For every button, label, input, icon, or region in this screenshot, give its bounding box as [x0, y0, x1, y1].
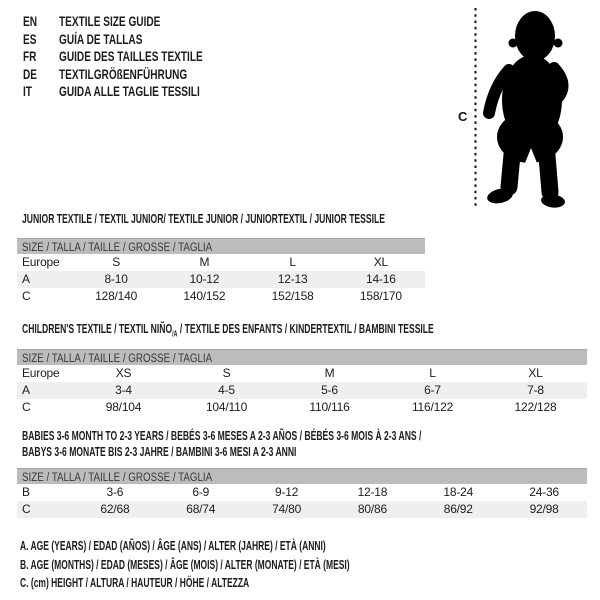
- table-row-europe: [17, 254, 425, 271]
- age-value: 9-12: [274, 485, 299, 499]
- age-value: 12-13: [277, 272, 308, 286]
- language-row: [23, 31, 259, 49]
- age-value: 7-8: [527, 383, 544, 397]
- age-value: 14-16: [366, 272, 396, 286]
- language-title: GUIDA ALLE TAGLIE TESSILI: [59, 83, 200, 99]
- row-label: C: [22, 502, 31, 516]
- table-row-height: [17, 501, 587, 518]
- language-code: FR: [23, 48, 37, 64]
- age-value: 18-24: [443, 485, 474, 499]
- height-value: 80/86: [357, 502, 387, 516]
- childrens-textile-table: [17, 322, 587, 416]
- age-value: 10-12: [189, 272, 220, 286]
- table-row-age-months: [17, 484, 587, 501]
- age-value: 8-10: [104, 272, 128, 286]
- table-title-line2: BABYS 3-6 MONATE BIS 2-3 JAHRE / BAMBINI 3-6 MESI A 2-3 ANNI: [22, 444, 297, 459]
- size-header-bar: [17, 468, 587, 484]
- baby-silhouette-icon: [486, 11, 566, 209]
- size-header-label: SIZE / TALLA / TAILLE / GRÖSSE / TAGLIA: [22, 472, 213, 484]
- age-value: 6-7: [424, 383, 441, 397]
- footnote-a: A. AGE (YEARS) / EDAD (AÑOS) / ÂGE (ANS) / ALTER (JAHRE) / ETÀ (ANNI): [20, 539, 326, 553]
- age-value: 4-5: [218, 383, 235, 397]
- footnote-b: B. AGE (MONTHS) / EDAD (MESES) / ÂGE (MOIS) / ALTER (MONATE) / ETÀ (MESI): [20, 557, 350, 572]
- height-value: 74/80: [272, 502, 302, 516]
- row-label: B: [22, 485, 30, 499]
- size-value: M: [199, 255, 210, 269]
- row-label: Europe: [22, 366, 60, 380]
- size-value: M: [324, 366, 335, 380]
- size-value: S: [112, 255, 121, 269]
- height-value: 98/104: [105, 400, 142, 414]
- language-title: GUÍA DE TALLAS: [59, 30, 143, 47]
- height-value: 62/68: [100, 502, 130, 516]
- language-title: TEXTILE SIZE GUIDE: [59, 13, 161, 29]
- table-title-line1: BABIES 3-6 MONTH TO 2-3 YEARS / BEBÉS 3-6 MESES A 2-3 AÑOS / BÉBÉS 3-6 MOIS À 2-3 ANS /: [22, 428, 422, 443]
- age-value: 6-9: [192, 485, 210, 499]
- row-label: C: [22, 400, 31, 414]
- language-code: DE: [23, 65, 38, 82]
- height-value: 68/74: [186, 502, 216, 516]
- height-value: 140/152: [183, 289, 226, 303]
- language-list: [23, 13, 259, 101]
- language-row: [23, 83, 259, 101]
- height-value: 86/92: [443, 502, 473, 516]
- size-value: XL: [373, 255, 389, 269]
- language-row: [23, 66, 259, 84]
- size-header-label: SIZE / TALLA / TAILLE / GRÖSSE / TAGLIA: [22, 242, 213, 254]
- height-figure: [448, 0, 580, 215]
- size-header-bar: [17, 238, 425, 254]
- size-value: L: [429, 366, 436, 380]
- junior-textile-table: [17, 212, 425, 305]
- age-value: 5-6: [321, 383, 338, 397]
- height-value: 122/128: [514, 400, 557, 414]
- title-subscript: /A: [172, 329, 178, 339]
- table-row-age: [17, 271, 425, 288]
- size-header-label: SIZE / TALLA / TAILLE / GRÖSSE / TAGLIA: [22, 353, 213, 365]
- row-label: A: [22, 272, 30, 286]
- row-label: A: [22, 383, 30, 397]
- legend-footnotes: [20, 537, 505, 593]
- age-value: 24-36: [529, 485, 559, 499]
- height-label: C: [458, 109, 468, 124]
- row-label: C: [22, 289, 31, 303]
- height-value: 116/122: [411, 400, 454, 414]
- language-title: GUIDE DES TAILLES TEXTILE: [59, 48, 203, 64]
- size-value: S: [222, 366, 231, 380]
- table-row-height: [17, 399, 587, 416]
- height-value: 104/110: [205, 400, 248, 414]
- age-value: 3-4: [115, 383, 132, 397]
- height-value: 152/158: [271, 289, 314, 303]
- language-title: TEXTILGRÖßENFÜHRUNG: [59, 65, 188, 82]
- row-label: Europe: [22, 255, 60, 269]
- table-row-age: [17, 382, 587, 399]
- height-value: 92/98: [529, 502, 559, 516]
- table-title: CHILDREN'S TEXTILE / TEXTIL $NIÑO_{/A}$ / TEXTILE DES ENFANTS / KINDERTEXTIL / BAMBINI TESSILE: [22, 321, 434, 339]
- table-row-height: [17, 288, 425, 305]
- language-row: [23, 48, 259, 66]
- height-value: 158/170: [359, 289, 402, 303]
- age-value: 3-6: [106, 485, 124, 499]
- language-code: ES: [23, 30, 37, 47]
- babies-textile-table: [17, 428, 587, 518]
- size-value: XS: [115, 366, 132, 380]
- footnote-c: C. (cm) HEIGHT / ALTURA / HAUTEUR / HÖHE / ALTEZZA: [20, 576, 250, 590]
- height-value: 110/116: [309, 400, 350, 414]
- table-title: JUNIOR TEXTILE / TEXTIL JUNIOR/ TEXTILE JUNIOR / JUNIORTEXTIL / JUNIOR TESSILE: [22, 211, 385, 226]
- height-value: 128/140: [95, 289, 138, 303]
- language-code: EN: [23, 13, 38, 29]
- language-row: [23, 13, 259, 31]
- table-row-europe: [17, 365, 587, 382]
- size-value: XL: [528, 366, 543, 380]
- language-code: IT: [23, 83, 32, 99]
- size-header-bar: [17, 349, 587, 365]
- size-value: L: [289, 255, 296, 269]
- age-value: 12-18: [357, 485, 388, 499]
